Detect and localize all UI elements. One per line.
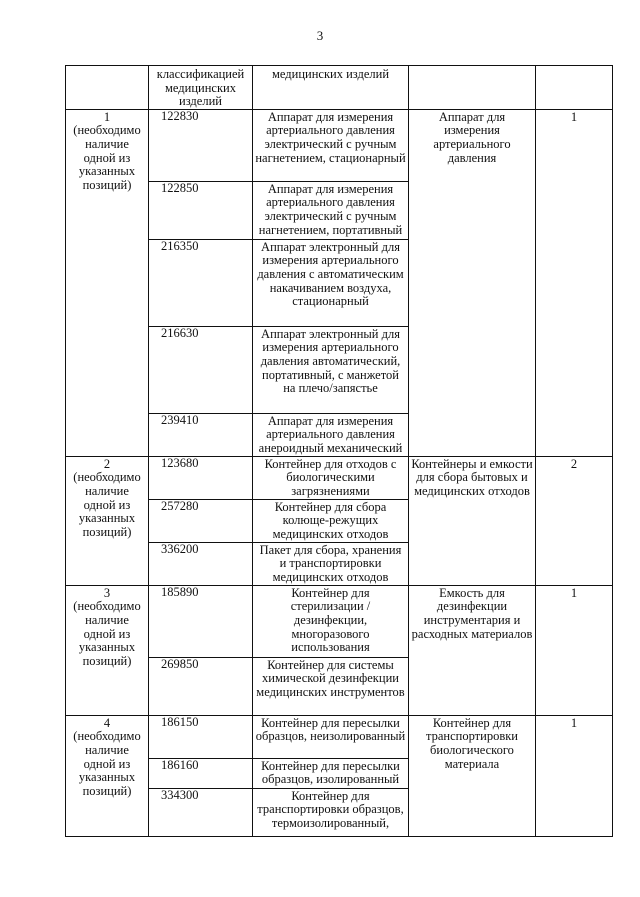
page-number: 3 <box>316 28 324 43</box>
table-header-row <box>66 66 613 110</box>
item-name: Контейнер для пересылки образцов, изолированный <box>253 758 409 788</box>
item-name: Пакет для сбора, хранения и транспортировки медицинских отходов <box>253 542 409 585</box>
item-name: Аппарат для измерения артериального давления электрический с ручным нагнетением, стационарный <box>253 109 409 181</box>
item-name: Контейнер для пересылки образцов, неизолированный <box>253 715 409 758</box>
group-note: (необходимо наличие одной из указанных позиций) <box>73 599 141 668</box>
header-cell-classification: классификацией медицинских изделий <box>149 66 253 110</box>
group-number: 1 <box>103 109 111 124</box>
group-number: 4 <box>103 715 111 730</box>
group-position-cell <box>66 585 149 715</box>
table-row <box>66 109 613 181</box>
item-code: 186150 <box>149 715 253 758</box>
table-row <box>66 585 613 657</box>
item-code: 257280 <box>149 499 253 542</box>
group-quantity: 2 <box>536 456 613 585</box>
item-code: 269850 <box>149 657 253 715</box>
item-name: Аппарат электронный для измерения артериального давления автоматический, портативный, с манжетой на плечо/запястье <box>253 326 409 413</box>
item-code: 185890 <box>149 585 253 657</box>
header-cell-position <box>66 66 149 110</box>
item-name: Аппарат для измерения артериального давления электрический с ручным нагнетением, портативный <box>253 181 409 239</box>
group-quantity: 1 <box>536 715 613 836</box>
group-type: Контейнер для транспортировки биологического материала <box>409 715 536 836</box>
item-name: Аппарат для измерения артериального давления анероидный механический <box>253 413 409 456</box>
equipment-table <box>65 65 613 837</box>
group-note: (необходимо наличие одной из указанных позиций) <box>73 470 141 539</box>
item-code: 123680 <box>149 456 253 499</box>
item-name: Контейнер для отходов с биологическими загрязнениями <box>253 456 409 499</box>
group-type: Контейнеры и емкости для сбора бытовых и медицинских отходов <box>409 456 536 585</box>
item-name: Контейнер для стерилизации /дезинфекции, многоразового использования <box>253 585 409 657</box>
group-note: (необходимо наличие одной из указанных позиций) <box>73 729 141 798</box>
item-code: 216350 <box>149 239 253 326</box>
group-type: Емкость для дезинфекции инструментария и расходных материалов <box>409 585 536 715</box>
group-position-cell <box>66 456 149 585</box>
item-code: 216630 <box>149 326 253 413</box>
header-cell-type <box>409 66 536 110</box>
item-code: 239410 <box>149 413 253 456</box>
item-code: 122830 <box>149 109 253 181</box>
group-number: 2 <box>103 456 111 471</box>
item-name: Аппарат электронный для измерения артериального давления с автоматическим накачиванием воздуха, стационарный <box>253 239 409 326</box>
header-cell-quantity <box>536 66 613 110</box>
item-code: 186160 <box>149 758 253 788</box>
item-name: Контейнер для сбора колюще-режущих медицинских отходов <box>253 499 409 542</box>
group-position-cell <box>66 109 149 456</box>
header-cell-name: медицинских изделий <box>253 66 409 110</box>
item-name: Контейнер для системы химической дезинфекции медицинских инструментов <box>253 657 409 715</box>
group-type: Аппарат для измерения артериального давления <box>409 109 536 456</box>
group-quantity: 1 <box>536 109 613 456</box>
table-row <box>66 456 613 499</box>
group-quantity: 1 <box>536 585 613 715</box>
group-position-cell <box>66 715 149 836</box>
group-number: 3 <box>103 585 111 600</box>
item-code: 336200 <box>149 542 253 585</box>
group-note: (необходимо наличие одной из указанных позиций) <box>73 123 141 192</box>
item-name: Контейнер для транспортировки образцов, термоизолированный, <box>253 788 409 836</box>
item-code: 334300 <box>149 788 253 836</box>
table-row <box>66 715 613 758</box>
item-code: 122850 <box>149 181 253 239</box>
